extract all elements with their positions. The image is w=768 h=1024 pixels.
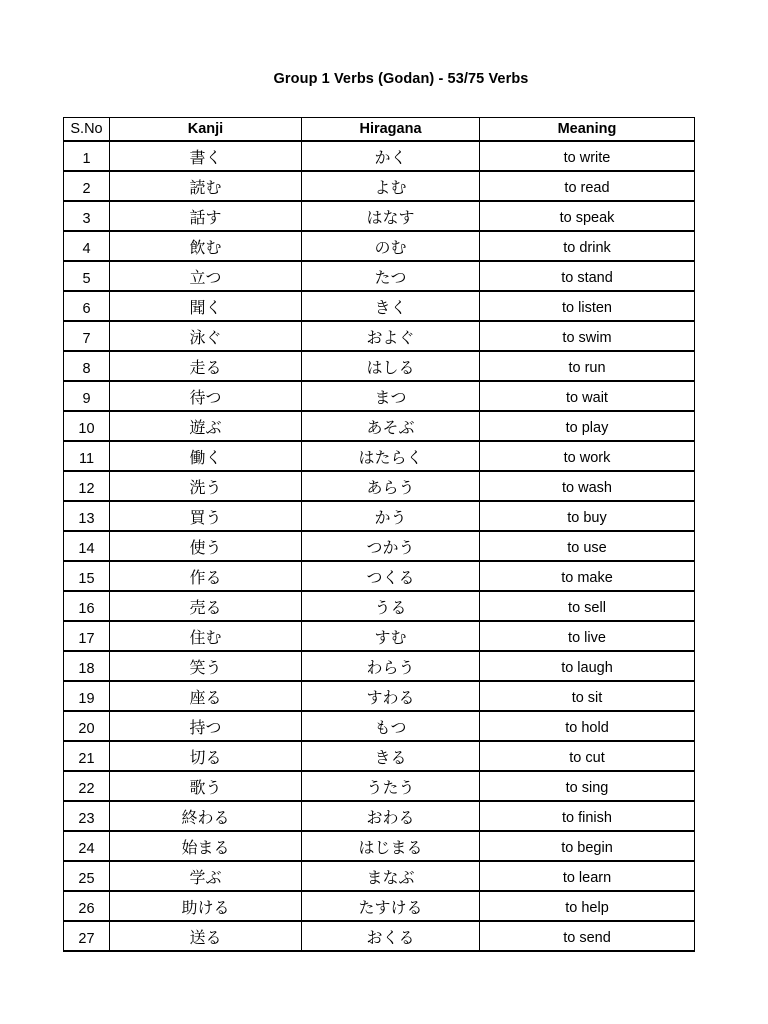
table-row: [64, 741, 695, 771]
header-meaning: Meaning: [480, 118, 695, 142]
cell-hiragana: たすける: [302, 891, 480, 921]
cell-hiragana: すむ: [302, 621, 480, 651]
table-row: [64, 141, 695, 171]
table-row: [64, 171, 695, 201]
cell-sno: 21: [64, 741, 110, 771]
header-sno: S.No: [64, 118, 110, 142]
cell-kanji: 待つ: [110, 381, 302, 411]
cell-hiragana: おくる: [302, 921, 480, 951]
cell-meaning: to write: [480, 141, 695, 171]
cell-kanji: 読む: [110, 171, 302, 201]
cell-hiragana: のむ: [302, 231, 480, 261]
table-row: [64, 531, 695, 561]
cell-hiragana: かう: [302, 501, 480, 531]
cell-sno: 23: [64, 801, 110, 831]
cell-hiragana: つかう: [302, 531, 480, 561]
cell-kanji: 泳ぐ: [110, 321, 302, 351]
table-row: [64, 711, 695, 741]
table-row: [64, 201, 695, 231]
cell-hiragana: はなす: [302, 201, 480, 231]
cell-sno: 2: [64, 171, 110, 201]
cell-meaning: to stand: [480, 261, 695, 291]
table-row: [64, 891, 695, 921]
cell-sno: 7: [64, 321, 110, 351]
cell-hiragana: まなぶ: [302, 861, 480, 891]
cell-meaning: to sing: [480, 771, 695, 801]
table-row: [64, 561, 695, 591]
cell-kanji: 始まる: [110, 831, 302, 861]
cell-hiragana: まつ: [302, 381, 480, 411]
cell-kanji: 話す: [110, 201, 302, 231]
cell-sno: 6: [64, 291, 110, 321]
cell-kanji: 作る: [110, 561, 302, 591]
cell-kanji: 切る: [110, 741, 302, 771]
cell-meaning: to hold: [480, 711, 695, 741]
table-row: [64, 381, 695, 411]
page-title: Group 1 Verbs (Godan) - 53/75 Verbs: [273, 71, 529, 87]
cell-hiragana: はしる: [302, 351, 480, 381]
cell-kanji: 売る: [110, 591, 302, 621]
cell-meaning: to run: [480, 351, 695, 381]
cell-sno: 11: [64, 441, 110, 471]
cell-kanji: 買う: [110, 501, 302, 531]
table-row: [64, 591, 695, 621]
cell-kanji: 飲む: [110, 231, 302, 261]
cell-kanji: 歌う: [110, 771, 302, 801]
cell-sno: 8: [64, 351, 110, 381]
cell-hiragana: わらう: [302, 651, 480, 681]
table-row: [64, 291, 695, 321]
cell-sno: 19: [64, 681, 110, 711]
cell-sno: 3: [64, 201, 110, 231]
cell-sno: 12: [64, 471, 110, 501]
cell-meaning: to buy: [480, 501, 695, 531]
cell-meaning: to wait: [480, 381, 695, 411]
cell-meaning: to help: [480, 891, 695, 921]
cell-sno: 22: [64, 771, 110, 801]
cell-meaning: to learn: [480, 861, 695, 891]
cell-kanji: 遊ぶ: [110, 411, 302, 441]
cell-sno: 13: [64, 501, 110, 531]
header-kanji: Kanji: [110, 118, 302, 142]
table-row: [64, 231, 695, 261]
cell-kanji: 持つ: [110, 711, 302, 741]
cell-hiragana: おわる: [302, 801, 480, 831]
table-row: [64, 771, 695, 801]
cell-sno: 5: [64, 261, 110, 291]
cell-sno: 9: [64, 381, 110, 411]
table-row: [64, 621, 695, 651]
table-row: [64, 681, 695, 711]
cell-kanji: 座る: [110, 681, 302, 711]
cell-hiragana: もつ: [302, 711, 480, 741]
cell-kanji: 聞く: [110, 291, 302, 321]
table-row: [64, 351, 695, 381]
cell-hiragana: はたらく: [302, 441, 480, 471]
cell-meaning: to drink: [480, 231, 695, 261]
cell-sno: 26: [64, 891, 110, 921]
cell-meaning: to begin: [480, 831, 695, 861]
verbs-table: [63, 117, 695, 952]
cell-sno: 15: [64, 561, 110, 591]
cell-hiragana: あらう: [302, 471, 480, 501]
table-row: [64, 411, 695, 441]
cell-meaning: to use: [480, 531, 695, 561]
cell-kanji: 終わる: [110, 801, 302, 831]
cell-kanji: 洗う: [110, 471, 302, 501]
cell-hiragana: つくる: [302, 561, 480, 591]
cell-sno: 25: [64, 861, 110, 891]
table-row: [64, 471, 695, 501]
cell-hiragana: あそぶ: [302, 411, 480, 441]
cell-kanji: 送る: [110, 921, 302, 951]
cell-hiragana: きく: [302, 291, 480, 321]
table-body: [64, 141, 695, 951]
cell-meaning: to listen: [480, 291, 695, 321]
cell-sno: 17: [64, 621, 110, 651]
table-row: [64, 801, 695, 831]
table-row: [64, 921, 695, 951]
cell-hiragana: はじまる: [302, 831, 480, 861]
cell-kanji: 学ぶ: [110, 861, 302, 891]
cell-hiragana: よむ: [302, 171, 480, 201]
table-row: [64, 321, 695, 351]
cell-kanji: 働く: [110, 441, 302, 471]
cell-meaning: to wash: [480, 471, 695, 501]
cell-kanji: 走る: [110, 351, 302, 381]
table-row: [64, 651, 695, 681]
cell-kanji: 住む: [110, 621, 302, 651]
cell-meaning: to play: [480, 411, 695, 441]
cell-hiragana: すわる: [302, 681, 480, 711]
cell-sno: 24: [64, 831, 110, 861]
table-row: [64, 861, 695, 891]
cell-hiragana: かく: [302, 141, 480, 171]
table-row: [64, 441, 695, 471]
cell-meaning: to sell: [480, 591, 695, 621]
cell-meaning: to laugh: [480, 651, 695, 681]
cell-meaning: to make: [480, 561, 695, 591]
cell-kanji: 立つ: [110, 261, 302, 291]
cell-sno: 16: [64, 591, 110, 621]
cell-sno: 20: [64, 711, 110, 741]
table-header-row: [64, 118, 695, 142]
cell-hiragana: うる: [302, 591, 480, 621]
cell-kanji: 使う: [110, 531, 302, 561]
cell-sno: 4: [64, 231, 110, 261]
cell-meaning: to work: [480, 441, 695, 471]
cell-meaning: to swim: [480, 321, 695, 351]
cell-sno: 10: [64, 411, 110, 441]
header-hiragana: Hiragana: [302, 118, 480, 142]
cell-sno: 1: [64, 141, 110, 171]
cell-hiragana: うたう: [302, 771, 480, 801]
cell-meaning: to speak: [480, 201, 695, 231]
table-row: [64, 261, 695, 291]
cell-meaning: to read: [480, 171, 695, 201]
table-row: [64, 831, 695, 861]
table-row: [64, 501, 695, 531]
cell-hiragana: たつ: [302, 261, 480, 291]
cell-meaning: to sit: [480, 681, 695, 711]
cell-meaning: to live: [480, 621, 695, 651]
cell-hiragana: きる: [302, 741, 480, 771]
cell-meaning: to finish: [480, 801, 695, 831]
cell-meaning: to cut: [480, 741, 695, 771]
cell-meaning: to send: [480, 921, 695, 951]
cell-kanji: 笑う: [110, 651, 302, 681]
cell-sno: 14: [64, 531, 110, 561]
cell-sno: 27: [64, 921, 110, 951]
cell-hiragana: およぐ: [302, 321, 480, 351]
cell-kanji: 書く: [110, 141, 302, 171]
cell-kanji: 助ける: [110, 891, 302, 921]
cell-sno: 18: [64, 651, 110, 681]
